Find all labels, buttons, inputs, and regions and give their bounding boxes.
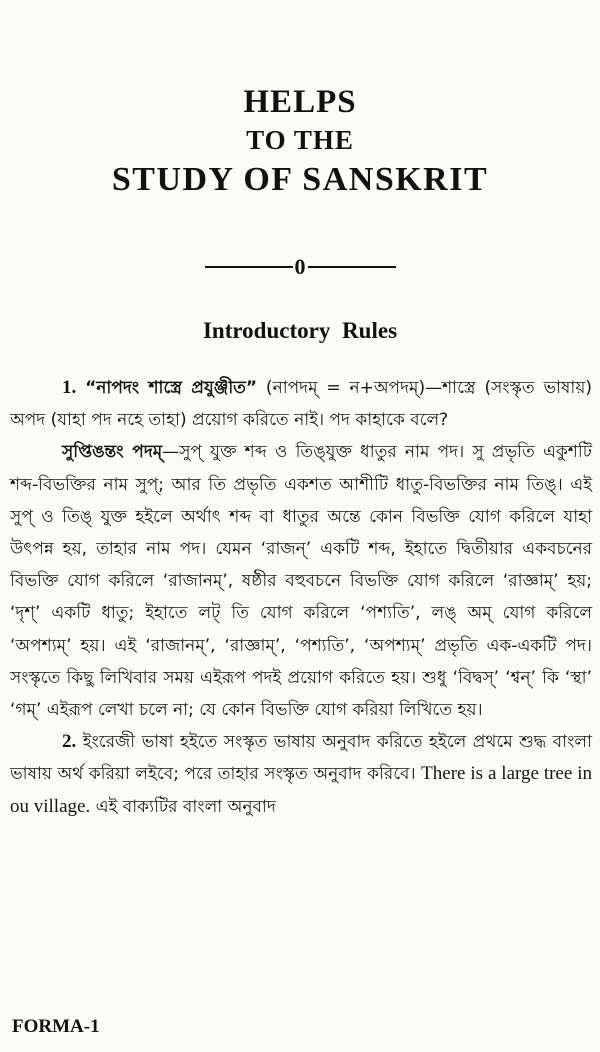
- paragraph-text: (নাপদম্ = ন+অপদম্)—শাস্ত্রে (সংস্কৃত ভাষায়) অপদ (যাহা পদ নহে তাহা) প্রয়োগ করিতে নাই। পদ কাহাকে বলে?: [10, 378, 592, 431]
- rule-number: 1.: [62, 377, 77, 398]
- paragraph-tail: এই বাক্যটির বাংলা অনুবাদ: [90, 796, 276, 817]
- body-text: [10, 372, 592, 823]
- rule-quote: “নাপদং শাস্ত্রে প্রযুঞ্জীত”: [85, 378, 258, 398]
- section-heading: Introductory Rules: [202, 318, 398, 343]
- rule-term: সুপ্তিঙন্তং পদম্: [62, 442, 163, 463]
- paragraph-text: ইংরেজী ভাষা হইতে সংস্কৃত ভাষায় অনুবাদ করিতে হইলে প্রথমে শুদ্ধ বাংলা ভাষায় অর্থ করিয়া লইবে; পরে তাহার সংস্কৃত অনুবাদ করিবে।: [10, 732, 592, 785]
- paragraph-rule-1-continued: [10, 436, 592, 726]
- title-line-to-the: TO THE: [246, 125, 354, 155]
- english-example: There is a large tree in ou village.: [10, 763, 592, 817]
- title-line-study: STUDY OF SANSKRIT: [111, 161, 489, 198]
- title-line-helps: HELPS: [243, 84, 357, 120]
- divider-rule-right: [308, 266, 396, 268]
- forma-footer: FORMA-1: [12, 1016, 100, 1037]
- book-title: [0, 82, 600, 202]
- paragraph-text: —সুপ্ যুক্ত শব্দ ও তিঙ্‌যুক্ত ধাতুর নাম পদ। সু প্রভৃতি একুশটি শব্দ-বিভক্তির নাম সুপ্; আর তি প্রভৃতি একশত আশীটি ধাতু-বিভক্তির নাম তিঙ্। এই সুপ্ ও তিঙ্ যুক্ত হইলে অর্থাৎ শব্দ বা ধাতুর অন্তে কোন বিভক্তি যোগ করিলে যাহা উৎপন্ন হয়, তাহার নাম পদ। যেমন ‘রাজন্’ একটি শব্দ, ইহাতে দ্বিতীয়ার একবচনের বিভক্তি যোগ করিলে ‘রাজানম্’, ষষ্ঠীর বহুবচনে বিভক্তি যোগ করিলে ‘রাজ্ঞাম্’ হয়; ‘দৃশ্’ একটি ধাতু; ইহাতে লট্ তি যোগ করিলে ‘পশ্যতি’, লঙ্ অম্ যোগ করিলে ‘অপশ্যম্’ হয়। এই ‘রাজানম্’, ‘রাজ্ঞাম্’, ‘পশ্যতি’, ‘অপশ্যম্’ প্রভৃতি এক-একটি পদ। সংস্কৃতে কিছু লিখিবার সময় এইরূপ পদই প্রয়োগ করিতে হয়। শুধু ‘বিদ্বস্’ ‘শ্বন্’ কি ‘স্থা’ ‘গম্’ এইরূপ লেখা চলে না; যে কোন বিভক্তি যোগ করিয়া লিখিতে হয়।: [10, 442, 592, 721]
- divider-mark: 0: [294, 253, 306, 279]
- paragraph-rule-2: [10, 726, 592, 823]
- divider-rule-left: [205, 266, 293, 268]
- rule-number: 2.: [62, 731, 77, 753]
- ornamental-divider: [0, 252, 600, 279]
- paragraph-rule-1: [10, 372, 592, 436]
